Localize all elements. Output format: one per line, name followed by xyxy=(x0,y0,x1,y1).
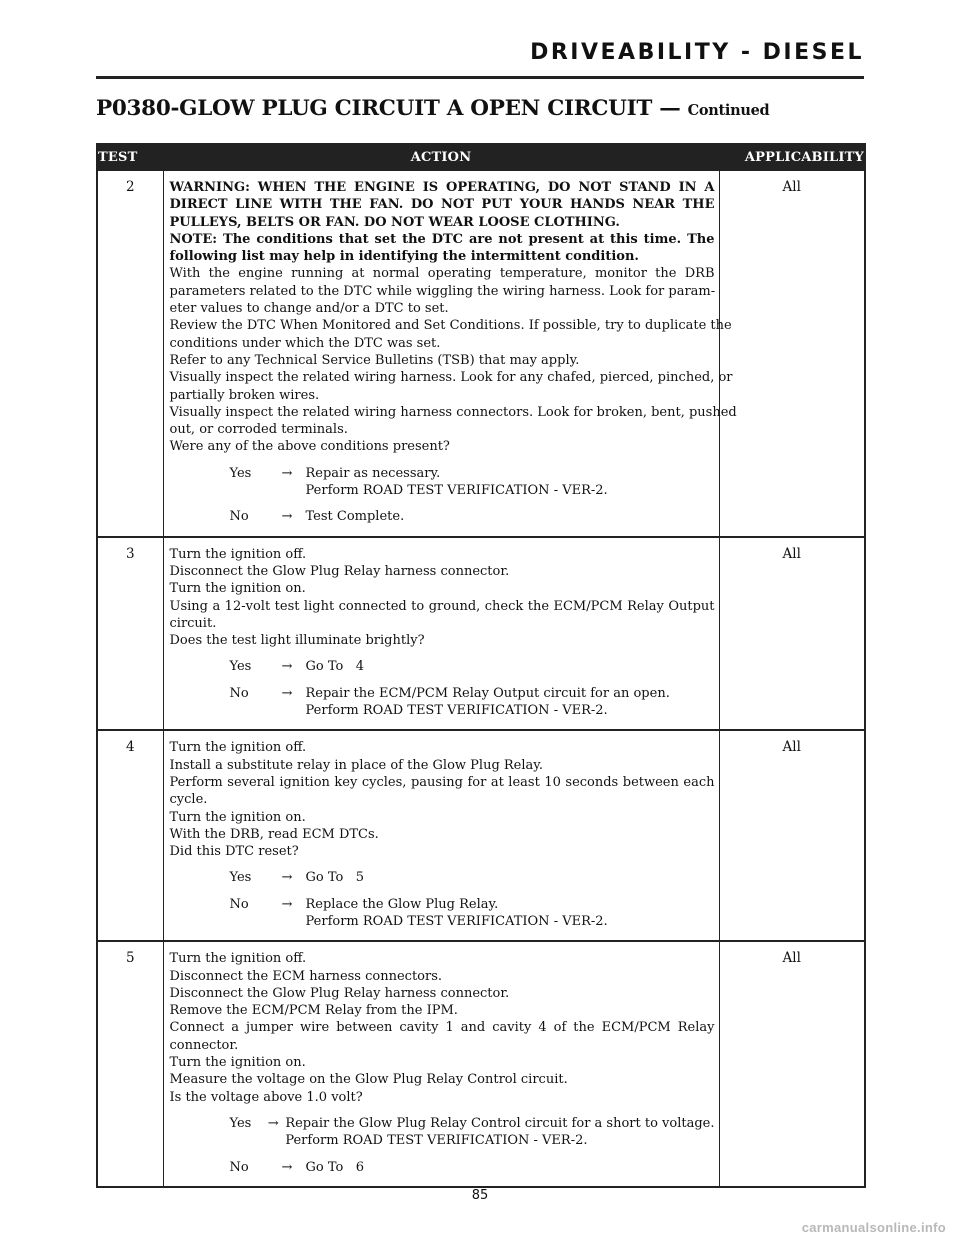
choice-result xyxy=(306,1159,365,1176)
choice-result xyxy=(306,658,365,675)
action-line: Turn the ignition off. xyxy=(169,546,307,562)
action-line: WARNING: WHEN THE ENGINE IS OPERATING, DO NOT STAND IN A xyxy=(169,180,715,195)
choice-label: No xyxy=(229,1159,249,1175)
choice-yes xyxy=(170,1115,715,1150)
test-applicability: All xyxy=(782,179,801,195)
column-header-test: TEST xyxy=(97,143,163,171)
test-row xyxy=(97,941,865,1187)
choice-result-line: Perform ROAD TEST VERIFICATION - VER-2. xyxy=(305,483,608,499)
test-action xyxy=(163,730,719,941)
action-line: Connect a jumper wire between cavity 1 and cavity 4 of the ECM/PCM Relay xyxy=(169,1020,715,1036)
action-line: Turn the ignition on. xyxy=(169,581,306,597)
action-line: With the engine running at normal operating temperature, monitor the DRB xyxy=(169,266,715,282)
action-line: Install a substitute relay in place of the Glow Plug Relay. xyxy=(169,757,544,773)
action-line: parameters related to the DTC while wiggling the wiring harness. Look for param- xyxy=(169,283,716,299)
test-row xyxy=(97,537,865,731)
action-line: Using a 12-volt test light connected to ground, check the ECM/PCM Relay Output xyxy=(169,598,715,614)
action-line: Were any of the above conditions present? xyxy=(169,439,450,455)
arrow-right-icon: → xyxy=(281,1159,293,1175)
arrow-right-icon: → xyxy=(281,685,293,701)
watermark: carmanualsonline.info xyxy=(801,1220,946,1235)
choice-result xyxy=(306,685,670,720)
action-line: Did this DTC reset? xyxy=(169,844,299,860)
action-line: Does the test light illuminate brightly? xyxy=(169,633,425,649)
test-number: 2 xyxy=(97,171,163,537)
test-applicability: All xyxy=(719,730,865,941)
test-row xyxy=(97,171,865,537)
choice-label: Yes xyxy=(229,465,252,481)
choice-label: No xyxy=(229,509,249,525)
test-row xyxy=(97,730,865,941)
action-line: Is the voltage above 1.0 volt? xyxy=(169,1089,363,1105)
action-line: partially broken wires. xyxy=(169,387,320,403)
action-line: Remove the ECM/PCM Relay from the IPM. xyxy=(169,1003,458,1019)
choice-result-line: Perform ROAD TEST VERIFICATION - VER-2. xyxy=(305,913,608,929)
action-line: NOTE: The conditions that set the DTC are not present at this time. The xyxy=(169,231,715,247)
action-line: connector. xyxy=(169,1037,239,1053)
test-number: 4 xyxy=(97,730,163,941)
arrow-right-icon: → xyxy=(281,465,293,481)
page-number: 85 xyxy=(471,1188,489,1203)
test-applicability: All xyxy=(719,537,865,731)
action-line: Visually inspect the related wiring harness connectors. Look for broken, bent, pushed xyxy=(169,404,737,420)
choice-result-line: Repair the Glow Plug Relay Control circuit for a short to voltage. xyxy=(285,1115,715,1131)
choice-no xyxy=(170,508,715,525)
table-body xyxy=(97,171,865,1187)
choice-no xyxy=(170,896,715,931)
arrow-right-icon: → xyxy=(281,659,293,675)
action-line: Measure the voltage on the Glow Plug Relay Control circuit. xyxy=(169,1072,568,1088)
choice-result-line: Test Complete. xyxy=(305,509,405,525)
choice-yes xyxy=(170,465,715,500)
choice-yes xyxy=(170,869,715,886)
choice-label: Yes xyxy=(229,870,252,886)
choice-result xyxy=(306,896,608,931)
action-line: Disconnect the ECM harness connectors. xyxy=(169,968,443,984)
choice-result xyxy=(306,869,365,886)
choice-result xyxy=(306,465,608,500)
action-line: Perform several ignition key cycles, pausing for at least 10 seconds between each xyxy=(169,774,715,790)
test-applicability: All xyxy=(719,941,865,1187)
action-line: Disconnect the Glow Plug Relay harness connector. xyxy=(169,563,510,579)
action-line: DIRECT LINE WITH THE FAN. DO NOT PUT YOUR HANDS NEAR THE xyxy=(169,197,715,213)
test-number: 5 xyxy=(97,941,163,1187)
page-title-suffix: Continued xyxy=(687,102,770,119)
arrow-right-icon: → xyxy=(267,1115,279,1131)
action-line: Review the DTC When Monitored and Set Conditions. If possible, try to duplicate the xyxy=(169,318,732,334)
action-line: Turn the ignition off. xyxy=(169,740,307,756)
page-title xyxy=(96,96,769,121)
action-line: Turn the ignition on. xyxy=(169,1055,306,1071)
choice-result-line: Perform ROAD TEST VERIFICATION - VER-2. xyxy=(285,1133,588,1149)
action-line: circuit. xyxy=(169,615,217,631)
action-line: Turn the ignition on. xyxy=(169,809,306,825)
action-line: conditions under which the DTC was set. xyxy=(169,335,441,351)
action-line: Disconnect the Glow Plug Relay harness connector. xyxy=(169,985,510,1001)
choice-result xyxy=(285,1115,714,1150)
action-line: Visually inspect the related wiring harness. Look for any chafed, pierced, pinched, or xyxy=(169,370,733,386)
column-header-action: ACTION xyxy=(163,143,719,171)
action-line: PULLEYS, BELTS OR FAN. DO NOT WEAR LOOSE CLOTHING. xyxy=(169,214,620,230)
action-line: cycle. xyxy=(169,792,208,808)
diagnostic-test-table xyxy=(96,143,866,1188)
test-action xyxy=(163,941,719,1187)
action-line: eter values to change and/or a DTC to set. xyxy=(169,301,449,317)
choice-result-line: Go To 4 xyxy=(305,659,364,675)
choice-no xyxy=(170,1159,715,1176)
action-line: out, or corroded terminals. xyxy=(169,422,348,438)
page-title-main: P0380-GLOW PLUG CIRCUIT A OPEN CIRCUIT — xyxy=(96,96,681,121)
arrow-right-icon: → xyxy=(281,870,293,886)
choice-result-line: Repair the ECM/PCM Relay Output circuit for an open. xyxy=(305,685,670,701)
action-line: Refer to any Technical Service Bulletins (TSB) that may apply. xyxy=(169,352,580,368)
choice-label: Yes xyxy=(229,1115,252,1131)
choice-result-line: Replace the Glow Plug Relay. xyxy=(305,896,499,912)
choice-label: Yes xyxy=(229,659,252,675)
choice-yes xyxy=(170,658,715,675)
arrow-right-icon: → xyxy=(281,509,293,525)
choice-result xyxy=(306,508,405,525)
choice-result-line: Perform ROAD TEST VERIFICATION - VER-2. xyxy=(305,703,608,719)
column-header-applicability: APPLICABILITY xyxy=(719,143,865,171)
action-line: Turn the ignition off. xyxy=(169,951,307,967)
choice-result-line: Go To 6 xyxy=(305,1159,364,1175)
action-line: following list may help in identifying the intermittent condition. xyxy=(169,249,639,265)
choice-label: No xyxy=(229,896,249,912)
header-rule xyxy=(96,76,864,79)
table-header-row xyxy=(97,143,865,171)
choice-label: No xyxy=(229,685,249,701)
test-action xyxy=(163,171,737,537)
choice-result-line: Go To 5 xyxy=(305,870,364,886)
section-header: DRIVEABILITY - DIESEL xyxy=(530,40,864,65)
test-action xyxy=(163,537,719,731)
action-line: With the DRB, read ECM DTCs. xyxy=(169,826,379,842)
test-number: 3 xyxy=(97,537,163,731)
choice-no xyxy=(170,685,715,720)
choice-result-line: Repair as necessary. xyxy=(305,465,441,481)
arrow-right-icon: → xyxy=(281,896,293,912)
